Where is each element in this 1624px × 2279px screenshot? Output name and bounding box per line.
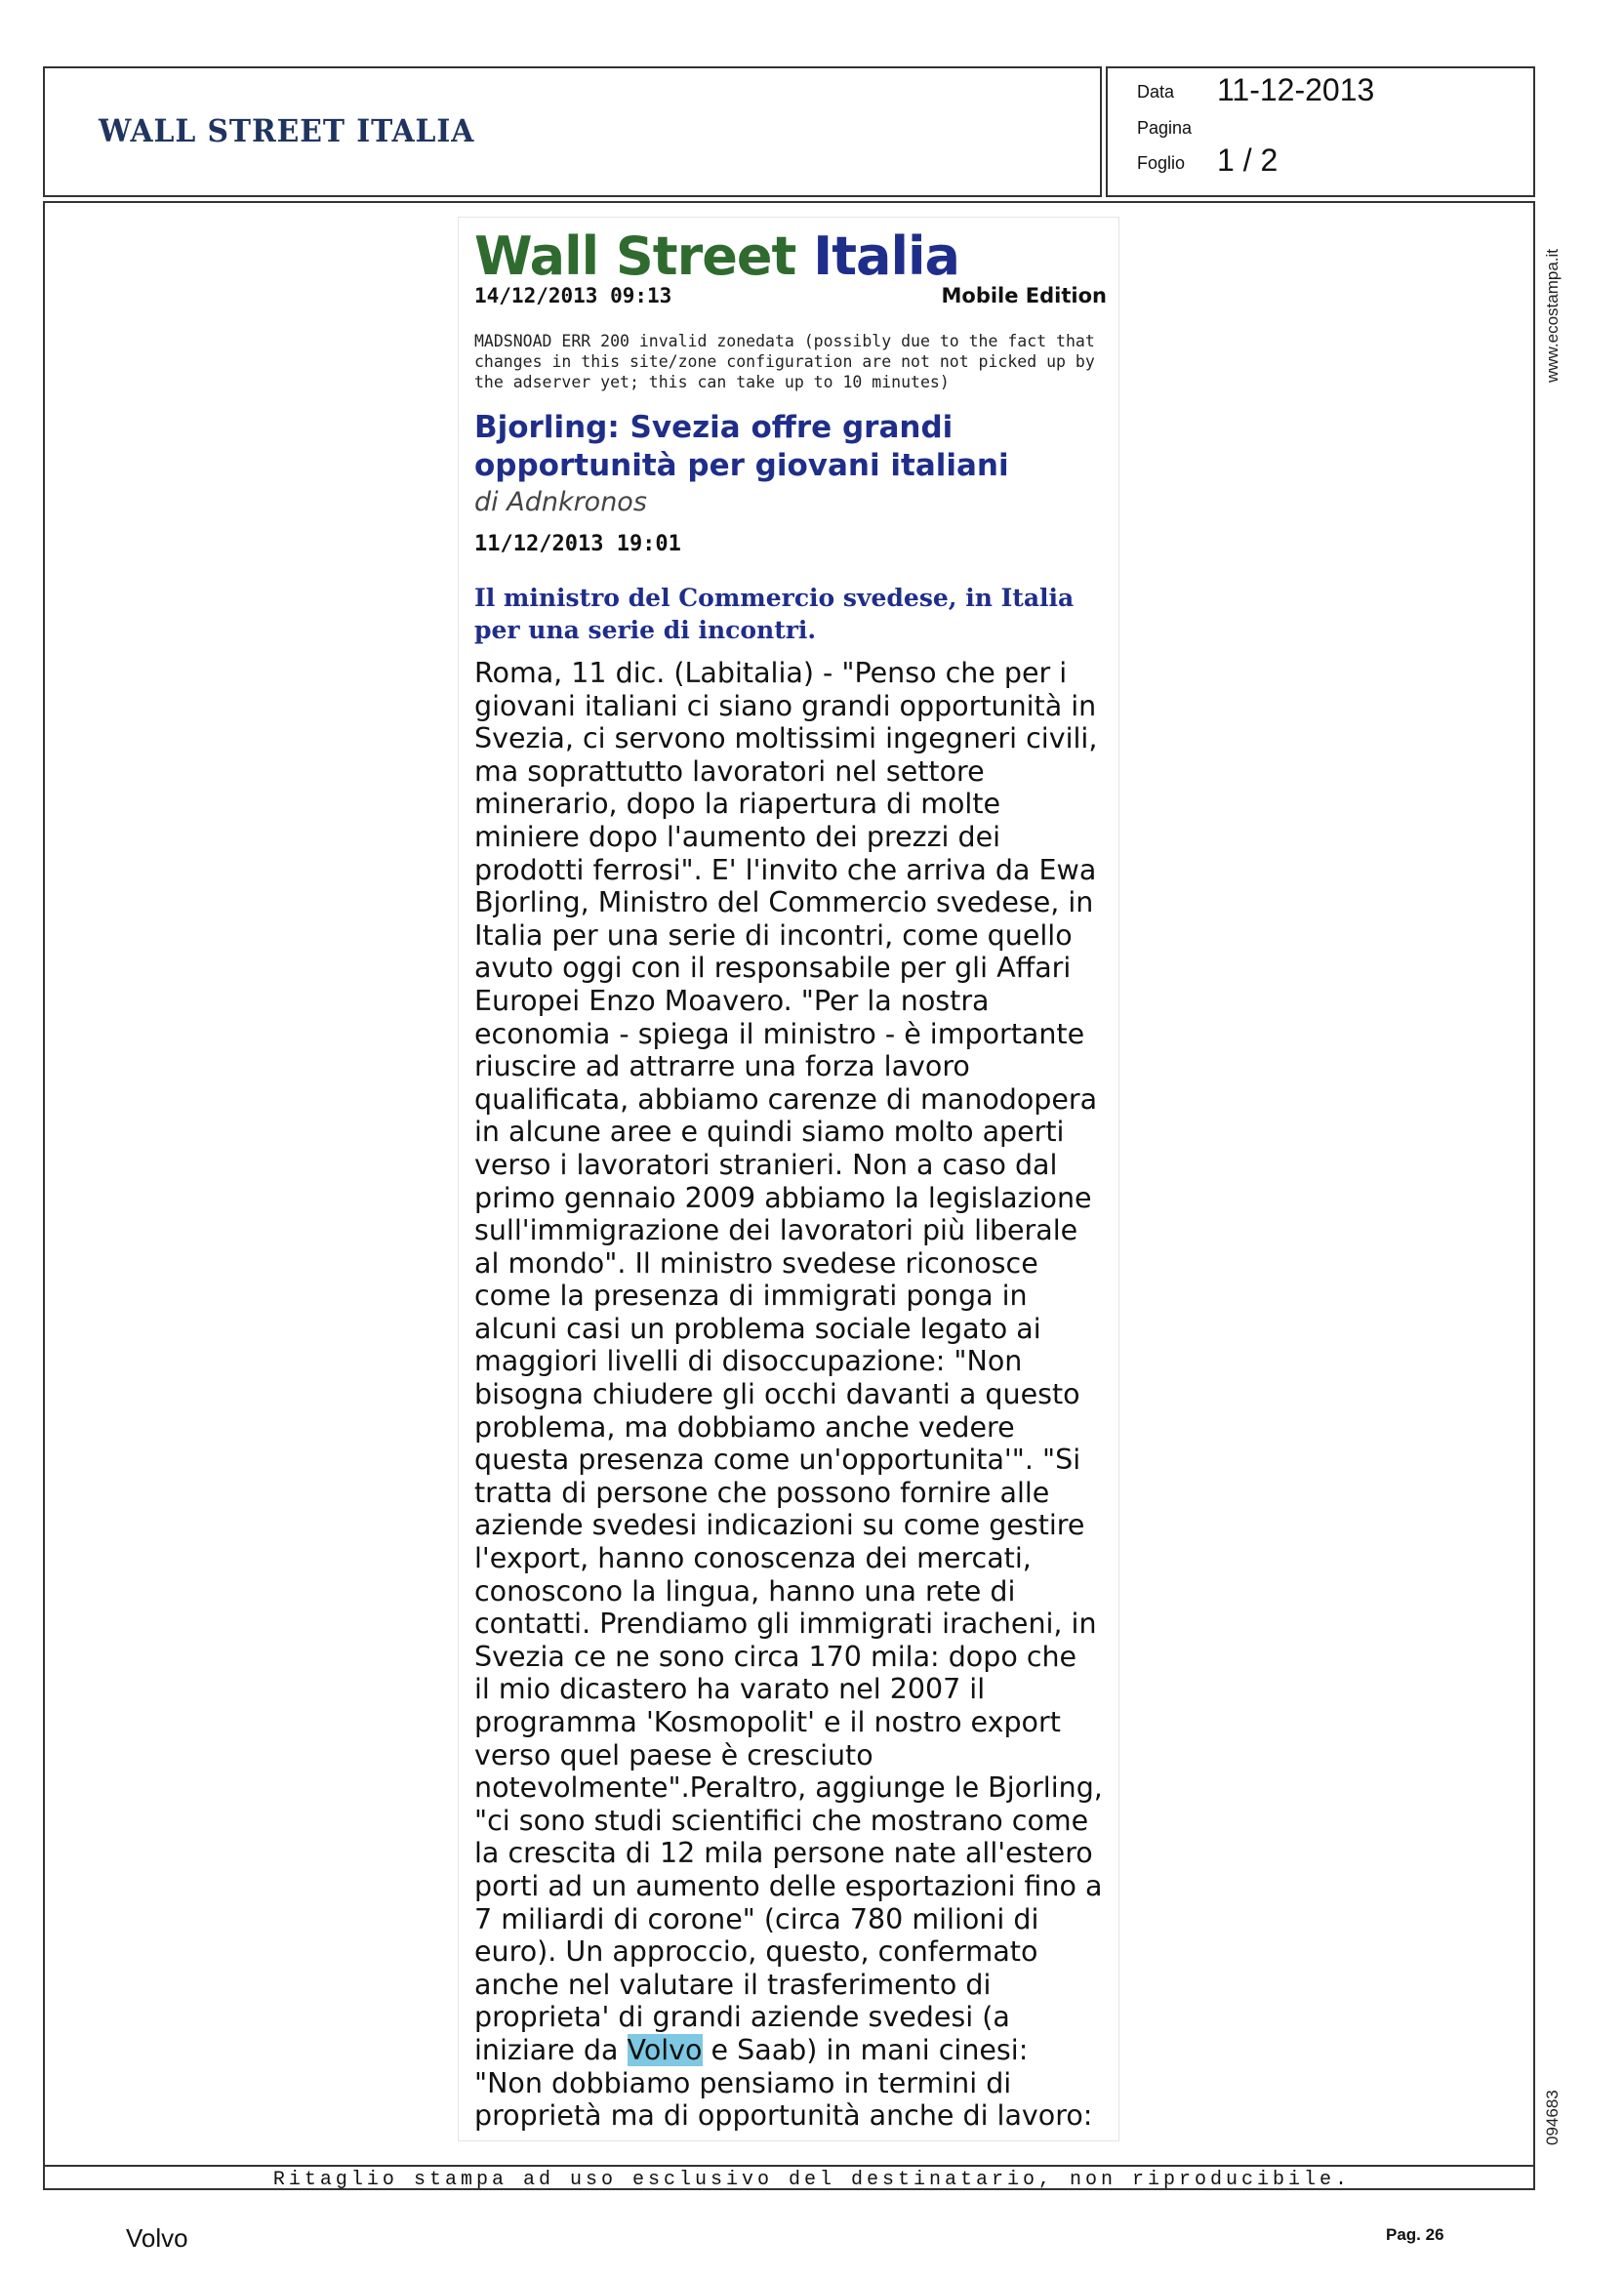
edition-timestamp: 14/12/2013 09:13 — [474, 284, 672, 307]
body-text-part-1: Roma, 11 dic. (Labitalia) - "Penso che per i giovani italiani ci siano grandi opportunità in Svezia, ci servono moltissimi ingegneri civili, ma soprattutto lavoratori nel settore minerario, dopo la riapertura di molte miniere dopo l'aumento dei prezzi dei prodotti ferrosi". E' l'invito che arriva da Ewa Bjorling, Ministro del Commercio svedese, in Italia per una serie di incontri, come quello avuto oggi con il responsabile per gli Affari Europei Enzo Moavero. "Per la nostra economia - spiega il ministro - è importante riuscire ad attrarre una forza lavoro qualificata, abbiamo carenze di manodopera in alcune aree e quindi siamo molto aperti verso i lavoratori stranieri. Non a caso dal primo gennaio 2009 abbiamo la legislazione sull'immigrazione dei lavoratori più liberale al mondo". Il ministro svedese riconosce come la presenza di immigrati ponga in alcuni casi un problema sociale legato ai maggiori livelli di disoccupazione: "Non bisogna chiudere gli occhi davanti a questo problema, ma dobbiamo anche vedere questa presenza come un'opportunita'". "Si tratta di persone che possono fornire alle aziende svedesi indicazioni su come gestire l'export, hanno conoscenza dei mercati, conoscono la lingua, hanno una rete di contatti. Prendiamo gli immigrati iracheni, in Svezia ce ne sono circa 170 mila: dopo che il mio dicastero ha varato nel 2007 il programma 'Kosmopolit' e il nostro export verso quel paese è cresciuto notevolmente".Peraltro, aggiunge le Bjorling, "ci sono studi scientifici che mostrano come la crescita di 12 mila persone nate all'estero porti ad un aumento delle esportazioni fino a 7 miliardi di corone" (circa 780 milioni di euro). Un approccio, questo, confermato anche nel valutare il trasferimento di proprieta' di grandi aziende svedesi (a iniziare da — [474, 657, 1103, 2066]
data-label: Data — [1137, 82, 1175, 102]
article-headline: Bjorling: Svezia offre grandi opportunità per giovani italiani — [474, 410, 1009, 483]
mobile-edition-label: Mobile Edition — [941, 284, 1107, 307]
foglio-label: Foglio — [1137, 153, 1186, 173]
foglio-value: 1 / 2 — [1217, 142, 1279, 178]
data-value: 11-12-2013 — [1217, 72, 1375, 107]
keyword-label: Volvo — [126, 2223, 188, 2253]
article-date: 11/12/2013 19:01 — [474, 532, 681, 556]
highlighted-keyword: Volvo — [627, 2033, 703, 2066]
article-byline: di Adnkronos — [474, 487, 647, 517]
logo-text-blue: Italia — [813, 225, 959, 287]
ad-server-error: MADSNOAD ERR 200 invalid zonedata (possibly due to the fact that changes in this site/zone configuration are not not picked up by the adserver yet; this can take up to 10 minutes) — [474, 332, 1095, 391]
ecostampa-url: www.ecostampa.it — [1543, 249, 1562, 383]
wall-street-italia-logo — [474, 225, 959, 287]
document-code: 094683 — [1543, 2090, 1562, 2145]
article-clipping — [458, 217, 1119, 2141]
publication-masthead: WALL STREET ITALIA — [99, 112, 475, 149]
body-text-part-2: e Saab) in mani cinesi: "Non dobbiamo pensiamo in termini di proprietà ma di opportunità anche di lavoro: — [474, 2033, 1093, 2133]
page-number: Pag. 26 — [1386, 2225, 1444, 2244]
article-body — [474, 657, 1109, 2133]
footer-divider — [43, 2165, 1535, 2167]
reproduction-notice: Ritaglio stampa ad uso esclusivo del destinatario, non riproducibile. — [272, 2169, 1352, 2191]
pagina-label: Pagina — [1137, 118, 1193, 138]
article-subheadline: Il ministro del Commercio svedese, in Italia per una serie di incontri. — [474, 584, 1075, 644]
logo-text-green: Wall Street — [474, 225, 814, 287]
